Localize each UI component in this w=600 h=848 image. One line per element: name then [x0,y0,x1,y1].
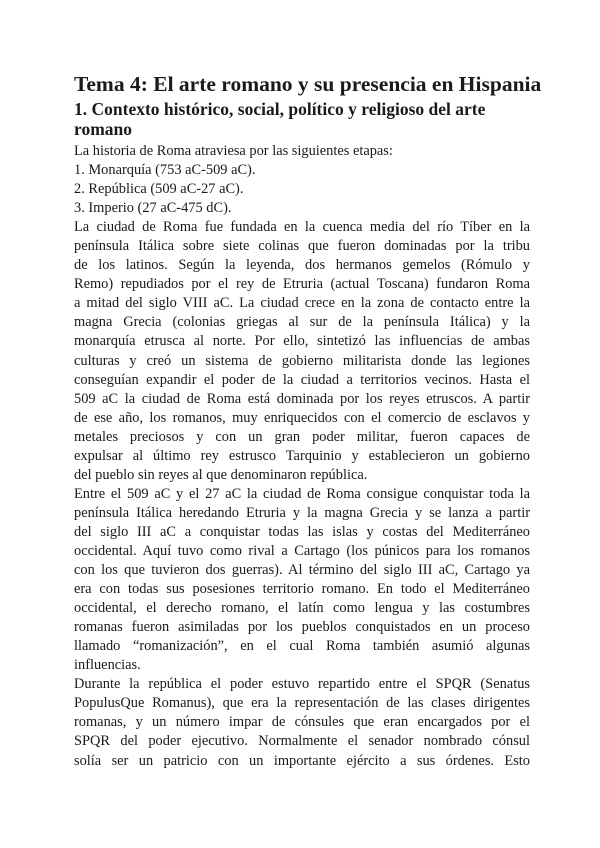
paragraph-line: SPQR del poder ejecutivo. Normalmente el senador nombrado cónsul [74,733,530,750]
paragraph-line: con los que tuvieron dos guerras). Al término del siglo III aC, Cartago ya [74,562,530,579]
paragraph-line: monarquía etrusca al norte. Por ello, sintetizó las influencias de ambas [74,333,530,350]
document-page [74,72,542,771]
paragraph-line: occidental, el derecho romano, el latín como lengua y las costumbres [74,600,530,617]
paragraph-line: solía ser un patricio con un importante ejército a sus órdenes. Esto [74,752,530,769]
paragraph-line: Remo) repudiados por el rey de Etruria (actual Toscana) fundaron Roma [74,276,530,293]
paragraph-line: a mitad del siglo VIII aC. La ciudad crece en la zona de contacto entre la [74,295,530,312]
paragraph-line: de ese año, los romanos, muy enriquecidos con el comercio de esclavos y [74,409,530,426]
paragraph-line: del pueblo sin reyes al que denominaron república. [74,466,368,483]
paragraph-line: Durante la república el poder estuvo repartido entre el SPQR (Senatus [74,676,530,693]
paragraph-line: expulsar al último rey estrusco Tarquinio y establecieron un gobierno [74,447,530,464]
paragraph-founding [74,218,530,485]
paragraph-line: península Itálica heredando Etruria y la magna Grecia y se lanza a partir [74,504,530,521]
paragraph-line: península Itálica sobre siete colinas que fueron dominadas por la tribu [74,238,530,255]
paragraph-line: PopulusQue Romanus), que era la representación de las clases dirigentes [74,695,530,712]
paragraph-line: romanas, y un número impar de cónsules que eran encargados por el [74,714,530,731]
stage-item: 2. República (509 aC-27 aC). [74,181,244,198]
paragraph-line: Entre el 509 aC y el 27 aC la ciudad de Roma consigue conquistar toda la [74,485,530,502]
paragraph-line: romanas fueron asimiladas por los pueblos conquistados en un proceso [74,619,530,636]
paragraph-line: occidental. Aquí tuvo como rival a Cartago (los púnicos para los romanos [74,542,530,559]
paragraph-line: del siglo III aC a conquistar todas las islas y costas del Mediterráneo [74,523,530,540]
paragraph-line: llamado “romanización”, en el cual Roma también asumió algunas [74,638,530,655]
stage-item: 3. Imperio (27 aC-475 dC). [74,200,232,217]
paragraph-line: 509 aC la ciudad de Roma está dominada por los reyes etruscos. A partir [74,390,530,407]
section-heading [74,99,530,139]
section-heading-line: romano [74,119,133,139]
document-title: Tema 4: El arte romano y su presencia en Hispania [74,72,542,96]
paragraph-line: magna Grecia (colonias griegas al sur de la península Itálica) y la [74,314,530,331]
intro-line: La historia de Roma atraviesa por las siguientes etapas: [74,143,393,159]
paragraph-line: era con todas sus posesiones territorio romano. En todo el Mediterráneo [74,581,530,598]
stage-item: 1. Monarquía (753 aC-509 aC). [74,162,256,179]
paragraph-line: influencias. [74,657,141,674]
paragraph-republic [74,675,530,770]
document-body [74,142,530,771]
stages-list [74,161,530,218]
section-heading-line: 1. Contexto histórico, social, político y religioso del arte [74,99,486,119]
paragraph-line: culturas y creó un sistema de gobierno militarista donde las legiones [74,352,530,369]
paragraph-line: de los latinos. Según la leyenda, dos hermanos gemelos (Rómulo y [74,257,530,274]
paragraph-line: La ciudad de Roma fue fundada en la cuenca media del río Tíber en la [74,219,530,236]
paragraph-line: metales preciosos y con un gran poder militar, fueron capaces de [74,428,530,445]
paragraph-line: conseguían expandir el poder de la ciudad a territorios vecinos. Hasta el [74,371,530,388]
paragraph-conquest [74,485,530,675]
